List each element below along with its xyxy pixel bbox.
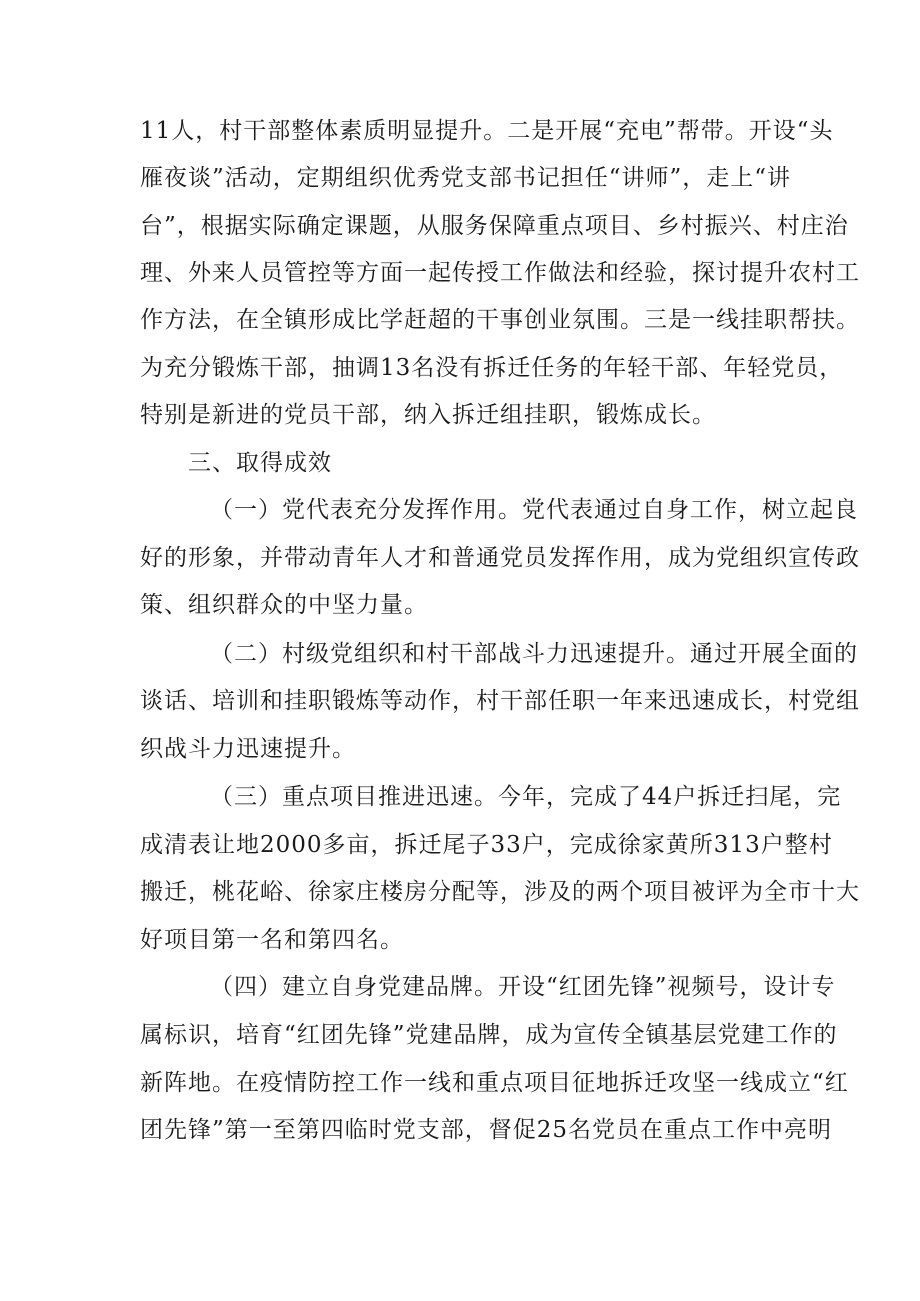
body-line: 织战斗力迅速提升。 <box>140 736 356 762</box>
body-line: 雁夜谈”活动，定期组织优秀党支部书记担任“讲师”，走上“讲 <box>140 165 792 191</box>
body-line: 属标识，培育“红团先锋”党建品牌，成为宣传全镇基层党建工作的 <box>140 1022 838 1048</box>
body-line: 策、组织群众的中坚力量。 <box>140 592 428 618</box>
body-line: 新阵地。在疫情防控工作一线和重点项目征地拆迁攻坚一线成立“红 <box>140 1070 849 1096</box>
body-line: 为充分锻炼干部，抽调13名没有拆迁任务的年轻干部、年轻党员， <box>140 355 844 381</box>
body-line: 理、外来人员管控等方面一起传授工作做法和经验，探讨提升农村工 <box>140 260 860 286</box>
paragraph-start-line: （三）重点项目推进迅速。今年，完成了44户拆迁扫尾，完 <box>210 784 842 810</box>
body-line: 谈话、培训和挂职锻炼等动作，村干部任职一年来迅速成长，村党组 <box>140 688 860 714</box>
body-line: 团先锋”第一至第四临时党支部，督促25名党员在重点工作中亮明 <box>140 1117 833 1143</box>
body-line: 特别是新进的党员干部，纳入拆迁组挂职，锻炼成长。 <box>140 402 716 428</box>
body-line: 11人，村干部整体素质明显提升。二是开展“充电”帮带。开设“头 <box>140 118 834 144</box>
paragraph-start-line: （一）党代表充分发挥作用。党代表通过自身工作，树立起良 <box>210 497 858 523</box>
section-heading: 三、取得成效 <box>188 450 332 476</box>
body-line: 好的形象，并带动青年人才和普通党员发挥作用，成为党组织宣传政 <box>140 545 860 571</box>
body-line: 作方法，在全镇形成比学赶超的干事创业氛围。三是一线挂职帮扶。 <box>140 307 860 333</box>
paragraph-start-line: （二）村级党组织和村干部战斗力迅速提升。通过开展全面的 <box>210 641 858 667</box>
paragraph-start-line: （四）建立自身党建品牌。开设“红团先锋”视频号，设计专 <box>210 974 836 1000</box>
body-line: 好项目第一名和第四名。 <box>140 927 404 953</box>
body-line: 成清表让地2000多亩，拆迁尾子33户，完成徐家黄所313户整村 <box>140 832 833 858</box>
body-line: 搬迁，桃花峪、徐家庄楼房分配等，涉及的两个项目被评为全市十大 <box>140 879 860 905</box>
body-line: 台”，根据实际确定课题，从服务保障重点项目、乡村振兴、村庄治 <box>140 213 849 239</box>
